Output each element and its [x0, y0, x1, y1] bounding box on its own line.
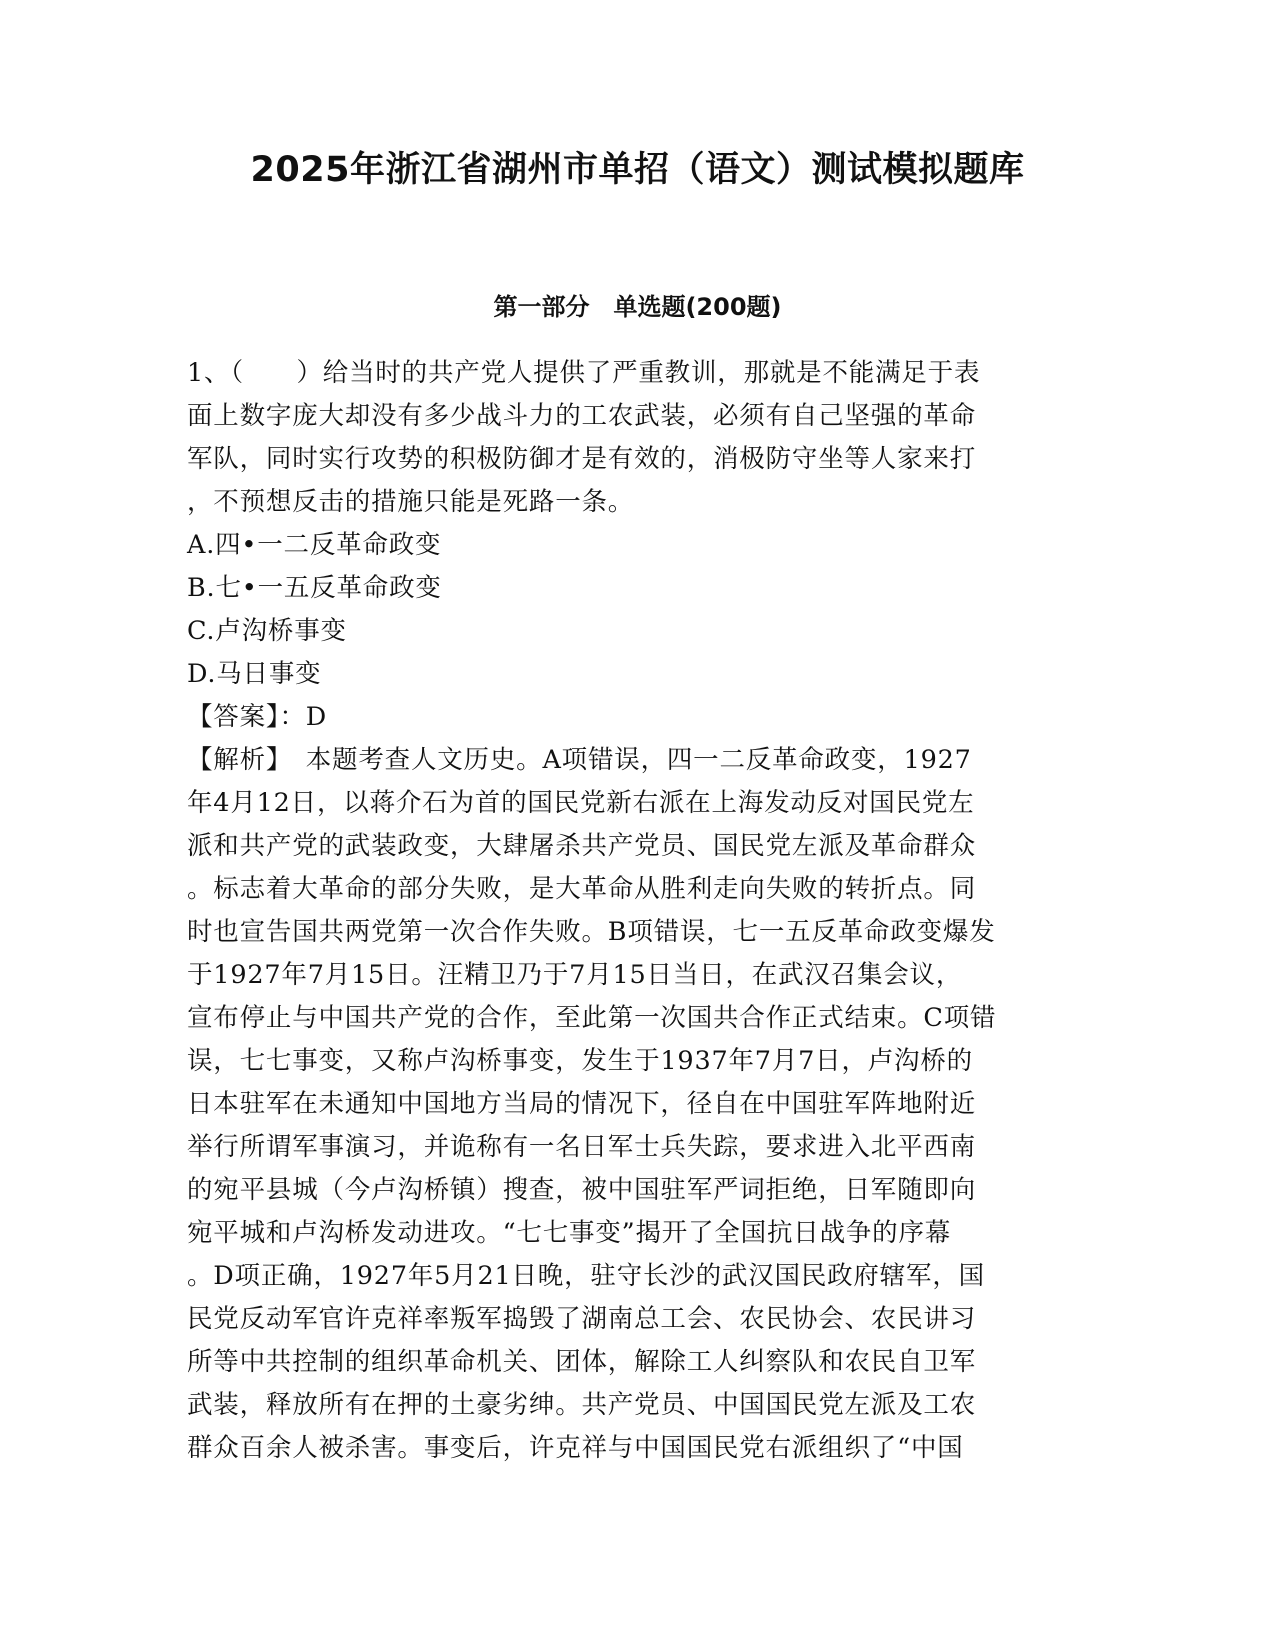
document-title: 2025年浙江省湖州市单招（语文）测试模拟题库	[250, 150, 1025, 190]
answer-line	[187, 696, 1087, 739]
analysis-block	[187, 739, 1087, 1470]
question-stem	[187, 352, 1087, 524]
section-heading: 第一部分 单选题(200题)	[493, 293, 782, 321]
option-c: C.卢沟桥事变	[187, 616, 347, 646]
analysis-line: 年4月12日，以蒋介石为首的国民党新右派在上海发动反对国民党左	[187, 788, 975, 818]
analysis-line: 。D项正确，1927年5月21日晚，驻守长沙的武汉国民政府辖军，国	[187, 1261, 985, 1291]
option-a: A.四•一二反革命政变	[187, 530, 442, 560]
analysis-line: 所等中共控制的组织革命机关、团体，解除工人纠察队和农民自卫军	[187, 1347, 977, 1377]
analysis-line: 举行所谓军事演习，并诡称有一名日军士兵失踪，要求进入北平西南	[187, 1132, 977, 1162]
analysis-line: 的宛平县城（今卢沟桥镇）搜查，被中国驻军严词拒绝，日军随即向	[187, 1175, 977, 1205]
analysis-line: 【解析】 本题考查人文历史。A项错误，四一二反革命政变，1927	[187, 745, 972, 775]
analysis-line: 民党反动军官许克祥率叛军捣毁了湖南总工会、农民协会、农民讲习	[187, 1304, 977, 1334]
option-list	[187, 524, 1087, 696]
analysis-line: 日本驻军在未通知中国地方当局的情况下，径自在中国驻军阵地附近	[187, 1089, 977, 1119]
option-d: D.马日事变	[187, 659, 322, 689]
analysis-line: 时也宣告国共两党第一次合作失败。B项错误，七一五反革命政变爆发	[187, 917, 996, 947]
analysis-line: 派和共产党的武装政变，大肆屠杀共产党员、国民党左派及革命群众	[187, 831, 977, 861]
analysis-line: 于1927年7月15日。汪精卫乃于7月15日当日，在武汉召集会议，	[187, 960, 963, 990]
option-b: B.七•一五反革命政变	[187, 573, 442, 603]
analysis-line: 宣布停止与中国共产党的合作，至此第一次国共合作正式结束。C项错	[187, 1003, 997, 1033]
analysis-line: 群众百余人被杀害。事变后，许克祥与中国国民党右派组织了“中国	[187, 1433, 964, 1463]
analysis-line: 。标志着大革命的部分失败，是大革命从胜利走向失败的转折点。同	[187, 874, 977, 904]
question-stem-line: ，不预想反击的措施只能是死路一条。	[187, 487, 635, 517]
analysis-line: 宛平城和卢沟桥发动进攻。“七七事变”揭开了全国抗日战争的序幕	[187, 1218, 952, 1248]
question-stem-line: 1、（ ）给当时的共产党人提供了严重教训，那就是不能满足于表	[187, 358, 981, 388]
question-stem-line: 军队，同时实行攻势的积极防御才是有效的，消极防守坐等人家来打	[187, 444, 977, 474]
analysis-line: 武装，释放所有在押的土豪劣绅。共产党员、中国国民党左派及工农	[187, 1390, 977, 1420]
question-stem-line: 面上数字庞大却没有多少战斗力的工农武装，必须有自己坚强的革命	[187, 401, 977, 431]
answer-text: 【答案】：D	[187, 702, 327, 732]
analysis-line: 误，七七事变，又称卢沟桥事变，发生于1937年7月7日，卢沟桥的	[187, 1046, 973, 1076]
